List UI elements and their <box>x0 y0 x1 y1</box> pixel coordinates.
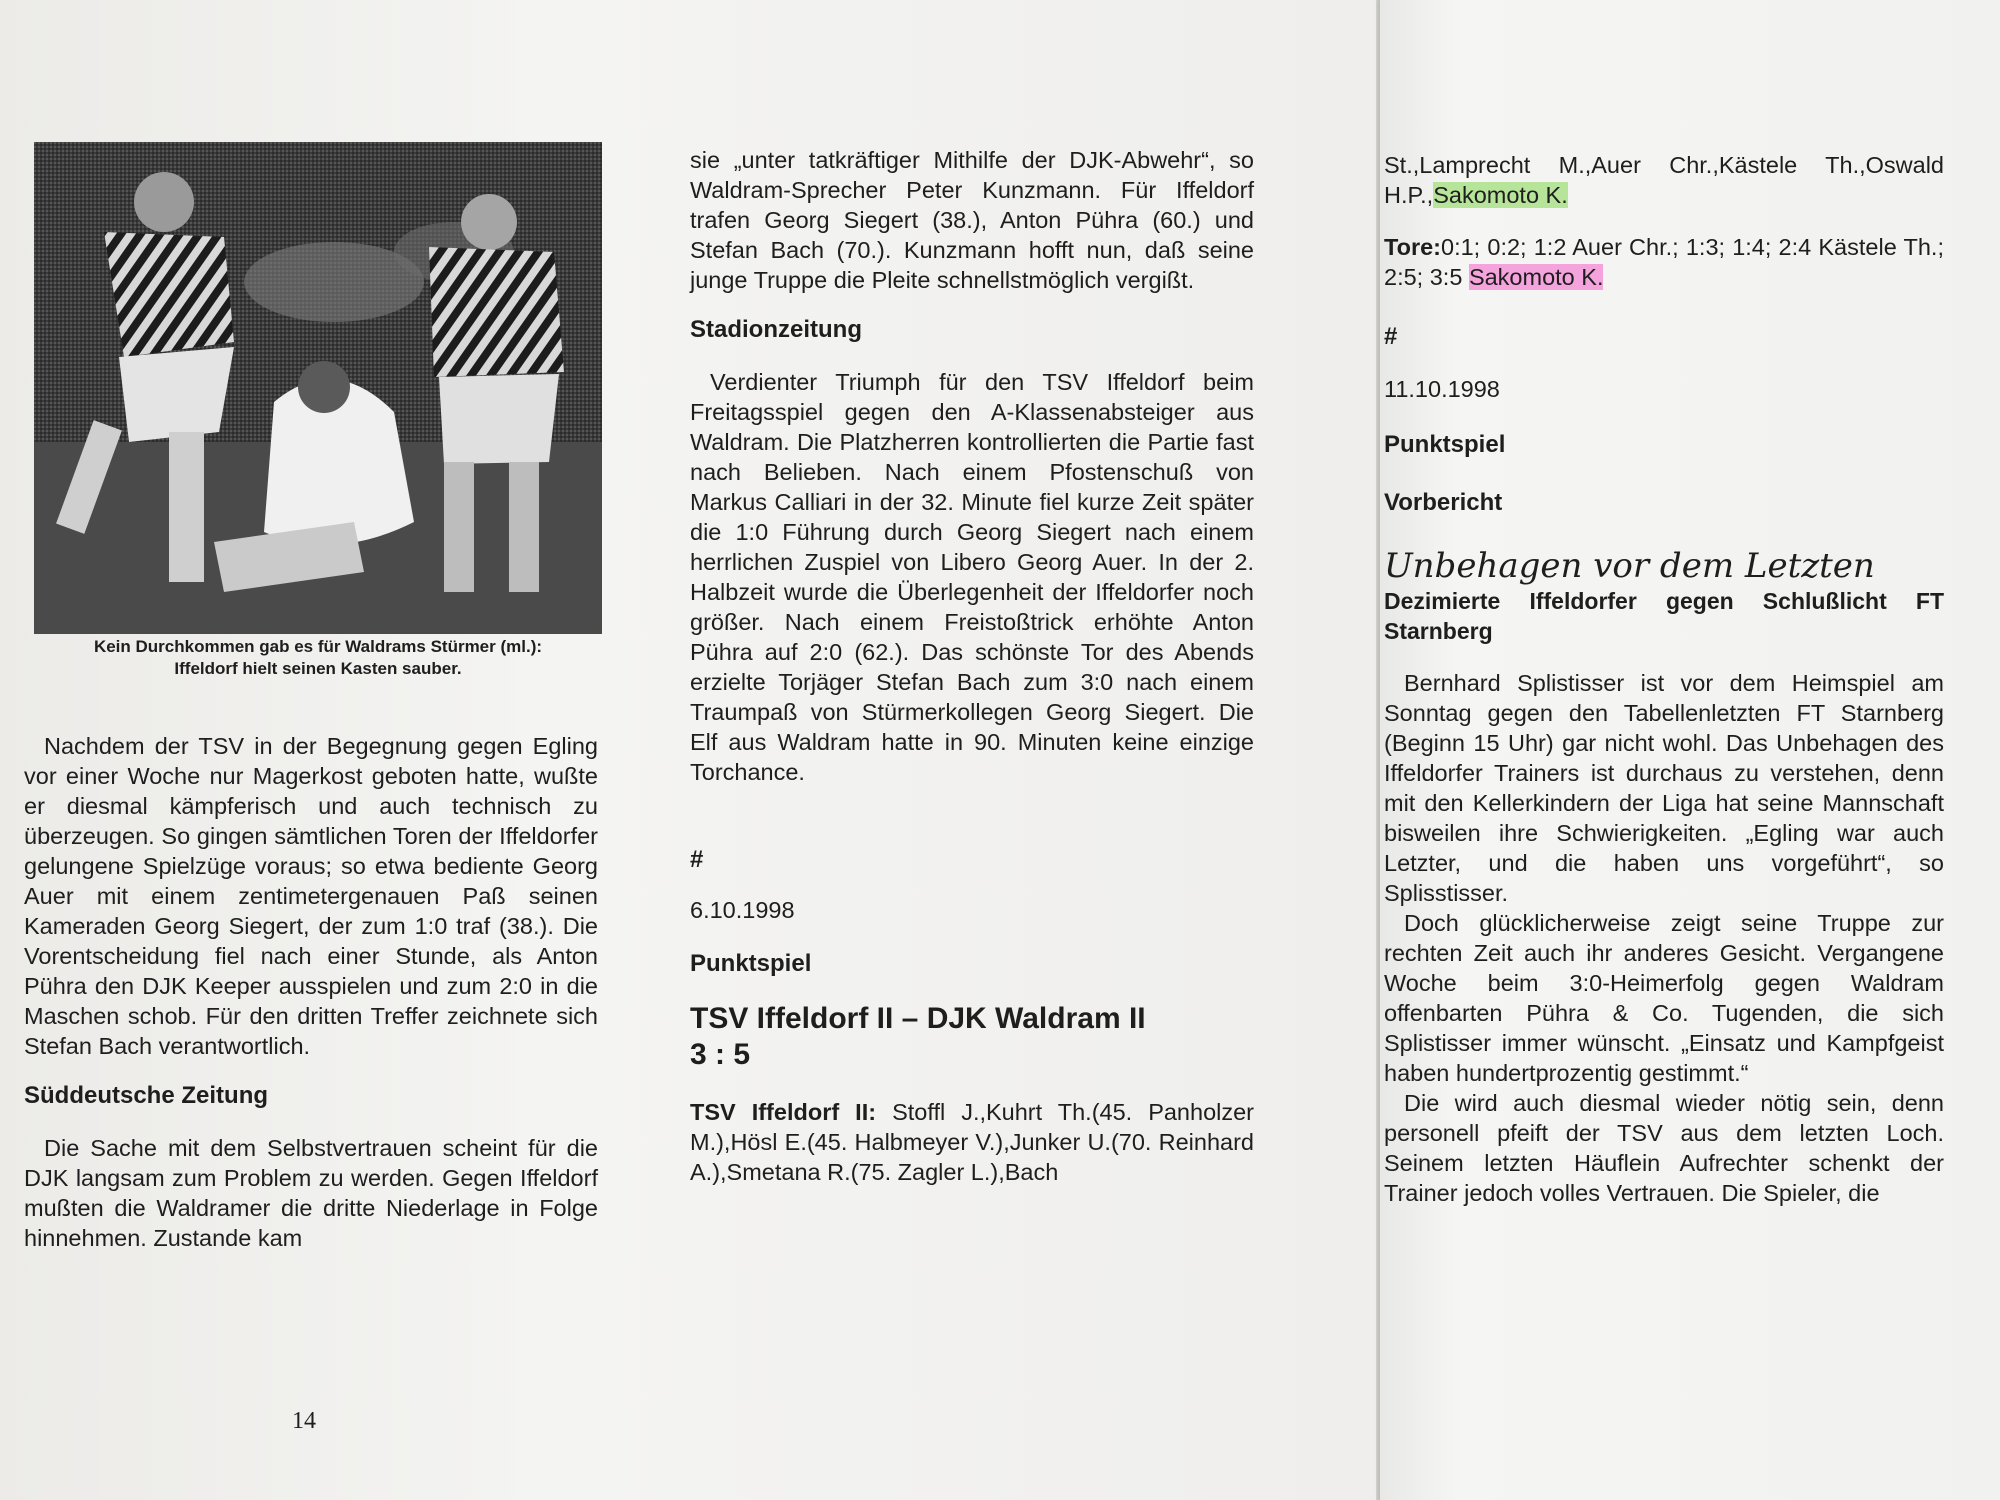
article-paragraph: Nachdem der TSV in der Begegnung gegen Egling vor einer Woche nur Magerkost geboten hatte, wußte er diesmal kämpferisch und auch technisch zu überzeugen. So gingen sämtlichen Toren der Iffeldorfer gelungene Spielzüge voraus; so etwa bediente Georg Auer mit einem zentimetergenauen Paß seinen Kameraden Georg Siegert, der zum 1:0 traf (38.). Die Vorentscheidung fiel nach einer Stunde, als Anton Pühra den DJK Keeper ausspielen und zum 2:0 in die Maschen schob. Für den dritten Treffer zeichnete sich Stefan Bach verantwortlich. <box>24 733 598 1059</box>
section-separator: # <box>690 846 704 873</box>
highlighted-goal-scorer: Sakomoto K. <box>1468 264 1604 290</box>
highlighted-player-name: Sakomoto K. <box>1433 182 1568 208</box>
photo-caption <box>20 636 616 680</box>
lineup-label: TSV Iffeldorf II: <box>690 1099 877 1125</box>
newspaper-photo <box>34 142 602 634</box>
article-column-3 <box>1384 150 1944 1208</box>
article-paragraph: Bernhard Splistisser ist vor dem Heimspiel am Sonntag gegen den Tabellenletzten FT Starnberg (Beginn 15 Uhr) gar nicht wohl. Das Unbehagen des Iffeldorfer Trainers ist durchaus zu verstehen, denn mit den Kellerkindern der Liga hat seine Mannschaft bisweilen ihre Schwierigkeiten. „Egling war auch Letzter, und die haben uns vorgeführt“, so Splisstisser. <box>1384 670 1944 906</box>
article-subheadline: Dezimierte Iffeldorfer gegen Schlußlicht FT Starnberg <box>1384 588 1944 644</box>
match-type: Punktspiel <box>690 950 812 977</box>
section-separator: # <box>1384 323 1398 350</box>
match-type: Punktspiel <box>1384 431 1506 458</box>
article-column-2 <box>690 145 1254 1187</box>
lineup-continuation <box>1384 150 1944 210</box>
article-headline: Unbehagen vor dem Letzten <box>1384 546 1875 586</box>
report-type: Vorbericht <box>1384 489 1503 516</box>
article-paragraph: Verdienter Triumph für den TSV Iffeldorf beim Freitagsspiel gegen den A-Klassenabsteiger aus Waldram. Die Platzherren kontrollierten die Partie fast nach Belieben. Nach einem Pfostenschuß von Markus Calliari in der 32. Minute fiel kurze Zeit später die 1:0 Führung durch Georg Siegert nach einem herrlichen Zuspiel von Libero Georg Auer. In der 2. Halbzeit wurde die Überlegenheit der Iffeldorfer noch größer. Nach einem Freistoßtrick erhöhte Anton Pühra auf 2:0 (62.). Das schönste Tor des Abends erzielte Torjäger Stefan Bach zum 3:0 nach einem Traumpaß von Stürmerkollegen Georg Siegert. Die Elf aus Waldram hatte in 90. Minuten keine einzige Torchance. <box>690 369 1254 785</box>
article-column-1 <box>24 731 598 1253</box>
match-date: 6.10.1998 <box>690 897 795 923</box>
lineup-text: Stoffl J.,Kuhrt Th.(45. Panholzer M.),Hösl E.(45. Halbmeyer V.),Junker U.(70. Reinhard A.),Smetana R.(75. Zagler L.),Bach <box>690 1099 1255 1185</box>
page-number: 14 <box>292 1408 316 1434</box>
lineup-paragraph <box>690 1097 1254 1187</box>
article-paragraph: Die Sache mit dem Selbstvertrauen scheint für die DJK langsam zum Problem zu werden. Gegen Iffeldorf mußten die Waldramer die dritte Niederlage in Folge hinnehmen. Zustande kam <box>24 1135 598 1251</box>
source-heading: Stadionzeitung <box>690 316 862 343</box>
goals-paragraph <box>1384 232 1944 292</box>
goals-text: 0:1; 0:2; 1:2 Auer Chr.; 1:3; 1:4; 2:4 Kästele Th.; 2:5; 3:5 <box>1384 234 1944 290</box>
caption-line: Iffeldorf hielt seinen Kasten sauber. <box>174 659 462 678</box>
match-score: 3 : 5 <box>690 1038 751 1071</box>
match-date: 11.10.1998 <box>1384 376 1500 402</box>
match-title: TSV Iffeldorf II – DJK Waldram II <box>690 1002 1146 1035</box>
caption-line: Kein Durchkommen gab es für Waldrams Stürmer (ml.): <box>93 637 543 656</box>
source-heading: Süddeutsche Zeitung <box>24 1082 269 1109</box>
goals-label: Tore: <box>1384 234 1442 260</box>
article-paragraph: Die wird auch diesmal wieder nötig sein, denn personell pfeift der TSV aus dem letzten Loch. Seinem letzten Häuflein Aufrechter schenkt der Trainer jedoch volles Vertrauen. Die Spieler, die <box>1384 1090 1944 1206</box>
lineup-text: St.,Lamprecht M.,Auer Chr.,Kästele Th.,Oswald H.P., <box>1384 152 1944 208</box>
article-paragraph: Doch glücklicherweise zeigt seine Truppe zur rechten Zeit auch ihr anderes Gesicht. Vergangene Woche beim 3:0-Heimerfolg gegen Waldram offenbarten Pühra & Co. Tugenden, die sich Splistisser immer wünscht. „Einsatz und Kampfgeist haben hundertprozentig gestimmt.“ <box>1384 910 1944 1086</box>
article-paragraph: sie „unter tatkräftiger Mithilfe der DJK-Abwehr“, so Waldram-Sprecher Peter Kunzmann. Für Iffeldorf trafen Georg Siegert (38.), Anton Pühra (60.) und Stefan Bach (70.). Kunzmann hofft nun, daß seine junge Truppe die Pleite schnellstmöglich vergißt. <box>690 147 1254 293</box>
